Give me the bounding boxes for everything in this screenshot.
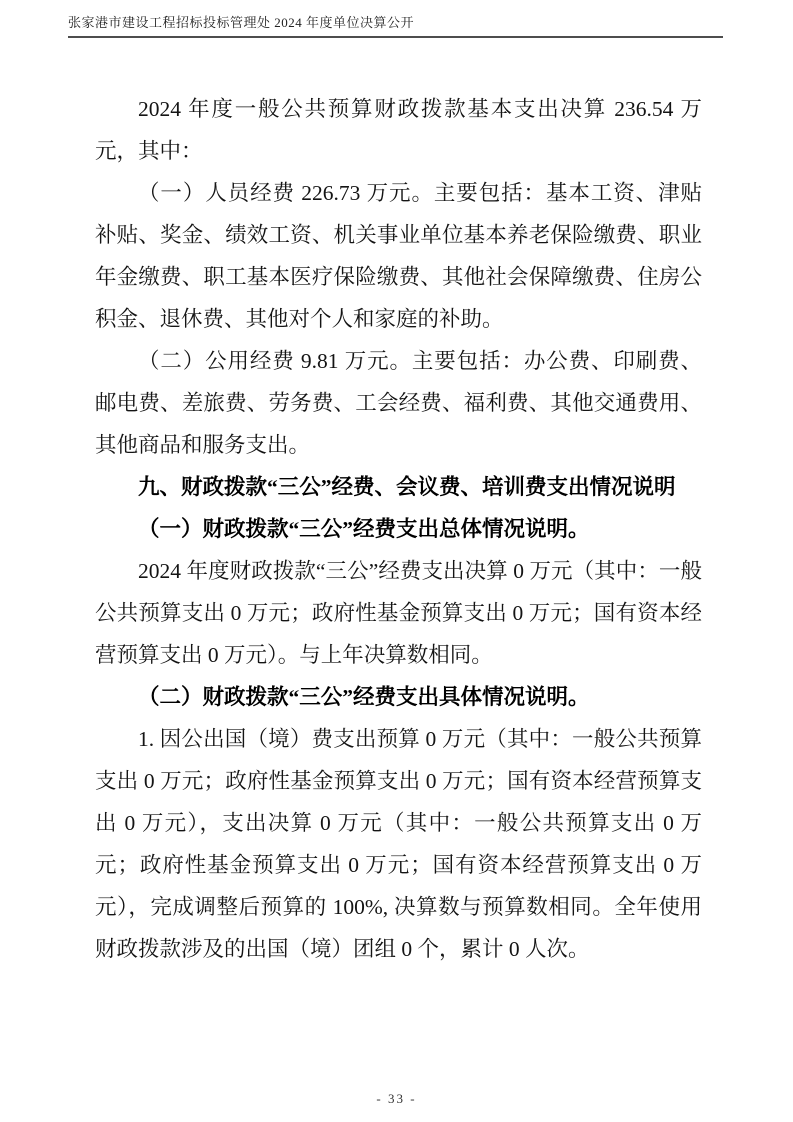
heading-overall-situation: （一）财政拨款“三公”经费支出总体情况说明。 bbox=[138, 517, 590, 541]
document-body bbox=[95, 88, 702, 970]
paragraph-personnel-expenses: （一）人员经费 226.73 万元。主要包括：基本工资、津贴补贴、奖金、绩效工资、机关事业单位基本养老保险缴费、职业年金缴费、职工基本医疗保险缴费、其他社会保障缴费、住房公积金、退休费、其他对个人和家庭的补助。 bbox=[95, 181, 702, 331]
paragraph-basic-expenditure-total: 2024 年度一般公共预算财政拨款基本支出决算 236.54 万元，其中： bbox=[95, 97, 702, 163]
header-title: 张家港市建设工程招标投标管理处 2024 年度单位决算公开 bbox=[68, 15, 415, 30]
paragraph-three-public-total: 2024 年度财政拨款“三公”经费支出决算 0 万元（其中：一般公共预算支出 0 万元；政府性基金预算支出 0 万元；国有资本经营预算支出 0 万元）。与上年决算数相同。 bbox=[95, 559, 702, 667]
page-header bbox=[68, 12, 723, 38]
paragraph-overseas-trips: 1. 因公出国（境）费支出预算 0 万元（其中：一般公共预算支出 0 万元；政府性基金预算支出 0 万元；国有资本经营预算支出 0 万元），支出决算 0 万元（其中：一般公共预算支出 0 万元；政府性基金预算支出 0 万元；国有资本经营预算支出 0 万元），完成调整后预算的 100%, 决算数与预算数相同。全年使用财政拨款涉及的出国（境）团组 0 个，累计 0 人次。 bbox=[95, 727, 702, 961]
heading-specific-situation: （二）财政拨款“三公”经费支出具体情况说明。 bbox=[138, 685, 590, 709]
page-footer bbox=[0, 1090, 793, 1108]
page-number: - 33 - bbox=[376, 1091, 417, 1106]
paragraph-public-expenses: （二）公用经费 9.81 万元。主要包括：办公费、印刷费、邮电费、差旅费、劳务费、工会经费、福利费、其他交通费用、其他商品和服务支出。 bbox=[95, 349, 702, 457]
heading-section-nine: 九、财政拨款“三公”经费、会议费、培训费支出情况说明 bbox=[138, 475, 676, 499]
header-rule bbox=[68, 36, 723, 38]
